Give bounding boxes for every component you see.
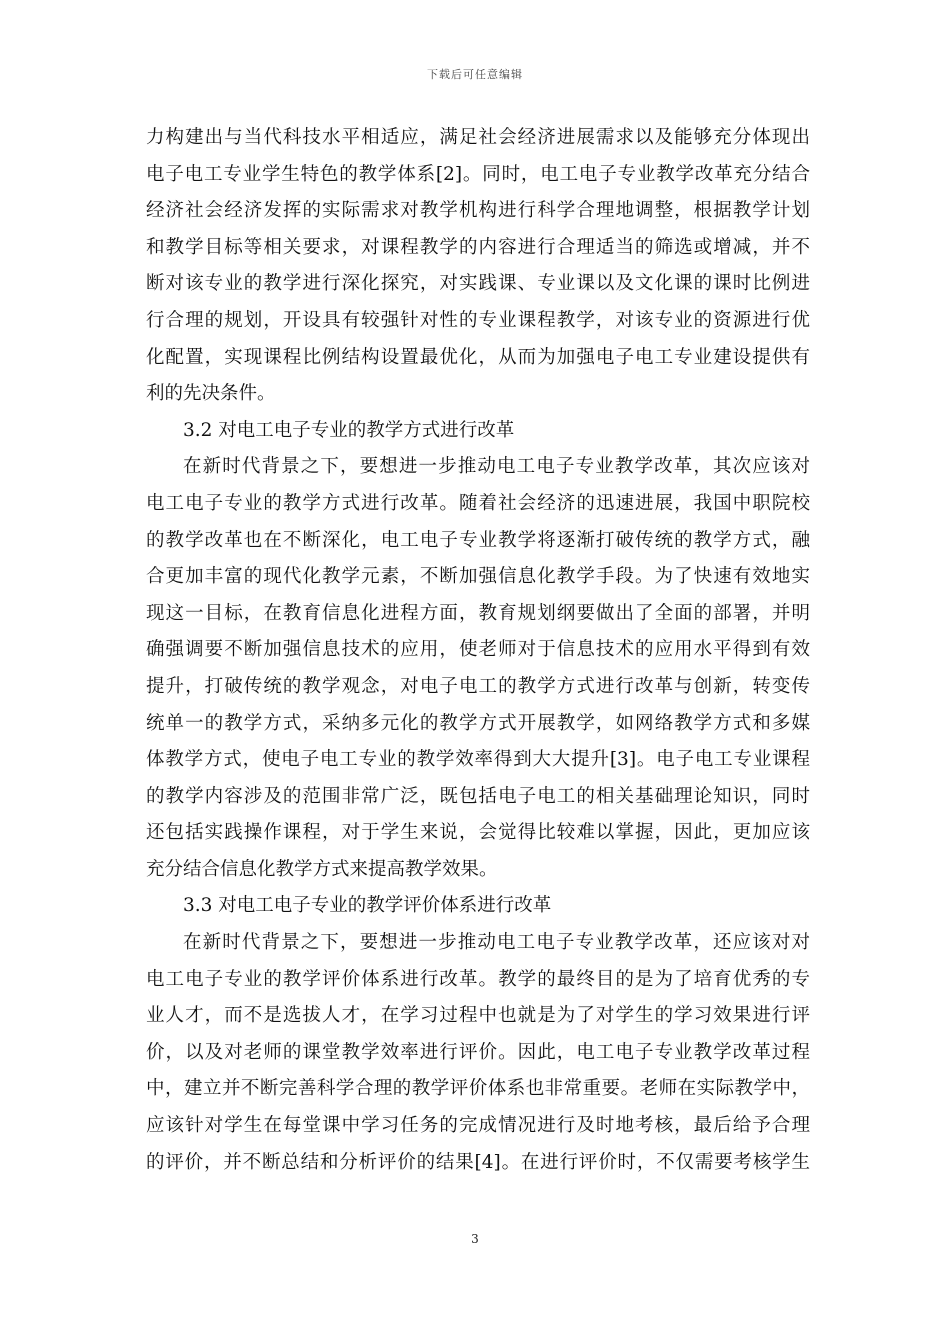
text-line: 电工电子专业的教学评价体系进行改革。教学的最终目的是为了培育优秀的专 bbox=[146, 968, 810, 990]
page-number: 3 bbox=[471, 1232, 479, 1246]
section-heading: 3.3 对电工电子专业的教学评价体系进行改革 bbox=[183, 895, 552, 917]
text-line: 确强调要不断加强信息技术的应用，使老师对于信息技术的应用水平得到有效 bbox=[146, 639, 810, 661]
text-line: 价，以及对老师的课堂教学效率进行评价。因此，电工电子专业教学改革过程 bbox=[146, 1041, 810, 1063]
text-line: 业人才，而不是选拔人才，在学习过程中也就是为了对学生的学习效果进行评 bbox=[146, 1005, 810, 1027]
text-line: 的教学改革也在不断深化，电工电子专业教学将逐渐打破传统的教学方式，融 bbox=[146, 529, 810, 551]
section-3-2 bbox=[146, 413, 810, 889]
text-line: 中，建立并不断完善科学合理的教学评价体系也非常重要。老师在实际教学中， bbox=[146, 1078, 810, 1100]
text-line: 在新时代背景之下，要想进一步推动电工电子专业教学改革，还应该对对 bbox=[183, 932, 810, 954]
text-line: 断对该专业的教学进行深化探究，对实践课、专业课以及文化课的课时比例进 bbox=[146, 273, 810, 295]
text-line: 行合理的规划，开设具有较强针对性的专业课程教学，对该专业的资源进行优 bbox=[146, 309, 810, 331]
text-line: 体教学方式，使电子电工专业的教学效率得到大大提升[3]。电子电工专业课程 bbox=[146, 749, 810, 771]
text-line: 在新时代背景之下，要想进一步推动电工电子专业教学改革，其次应该对 bbox=[183, 456, 810, 478]
text-line: 提升，打破传统的教学观念，对电子电工的教学方式进行改革与创新，转变传 bbox=[146, 675, 810, 697]
text-line: 的教学内容涉及的范围非常广泛，既包括电子电工的相关基础理论知识，同时 bbox=[146, 785, 810, 807]
text-line: 应该针对学生在每堂课中学习任务的完成情况进行及时地考核，最后给予合理 bbox=[146, 1115, 810, 1137]
text-line: 力构建出与当代科技水平相适应，满足社会经济进展需求以及能够充分体现出 bbox=[146, 127, 810, 148]
section-heading: 3.2 对电工电子专业的教学方式进行改革 bbox=[183, 419, 515, 441]
text-line: 统单一的教学方式，采纳多元化的教学方式开展教学，如网络教学方式和多媒 bbox=[146, 712, 810, 734]
page-header-note: 下载后可任意编辑 bbox=[427, 68, 523, 81]
section-3-3 bbox=[146, 888, 810, 1181]
text-line: 充分结合信息化教学方式来提高教学效果。 bbox=[146, 858, 498, 880]
text-line: 的评价，并不断总结和分析评价的结果[4]。在进行评价时，不仅需要考核学生 bbox=[146, 1151, 810, 1173]
text-line: 现这一目标，在教育信息化进程方面，教育规划纲要做出了全面的部署，并明 bbox=[146, 602, 810, 624]
text-line: 还包括实践操作课程，对于学生来说，会觉得比较难以掌握，因此，更加应该 bbox=[146, 822, 810, 844]
text-line: 合更加丰富的现代化教学元素，不断加强信息化教学手段。为了快速有效地实 bbox=[146, 566, 810, 588]
text-line: 化配置，实现课程比例结构设置最优化，从而为加强电子电工专业建设提供有 bbox=[146, 346, 810, 368]
document-body bbox=[146, 120, 810, 1181]
text-line: 电子电工专业学生特色的教学体系[2]。同时，电工电子专业教学改革充分结合 bbox=[146, 163, 810, 185]
text-line: 利的先决条件。 bbox=[146, 383, 276, 405]
text-line: 和教学目标等相关要求，对课程教学的内容进行合理适当的筛选或增减，并不 bbox=[146, 236, 810, 258]
text-line: 经济社会经济发挥的实际需求对教学机构进行科学合理地调整，根据教学计划 bbox=[146, 200, 810, 222]
paragraph-continuation bbox=[146, 120, 810, 413]
text-line: 电工电子专业的教学方式进行改革。随着社会经济的迅速进展，我国中职院校 bbox=[146, 492, 810, 514]
